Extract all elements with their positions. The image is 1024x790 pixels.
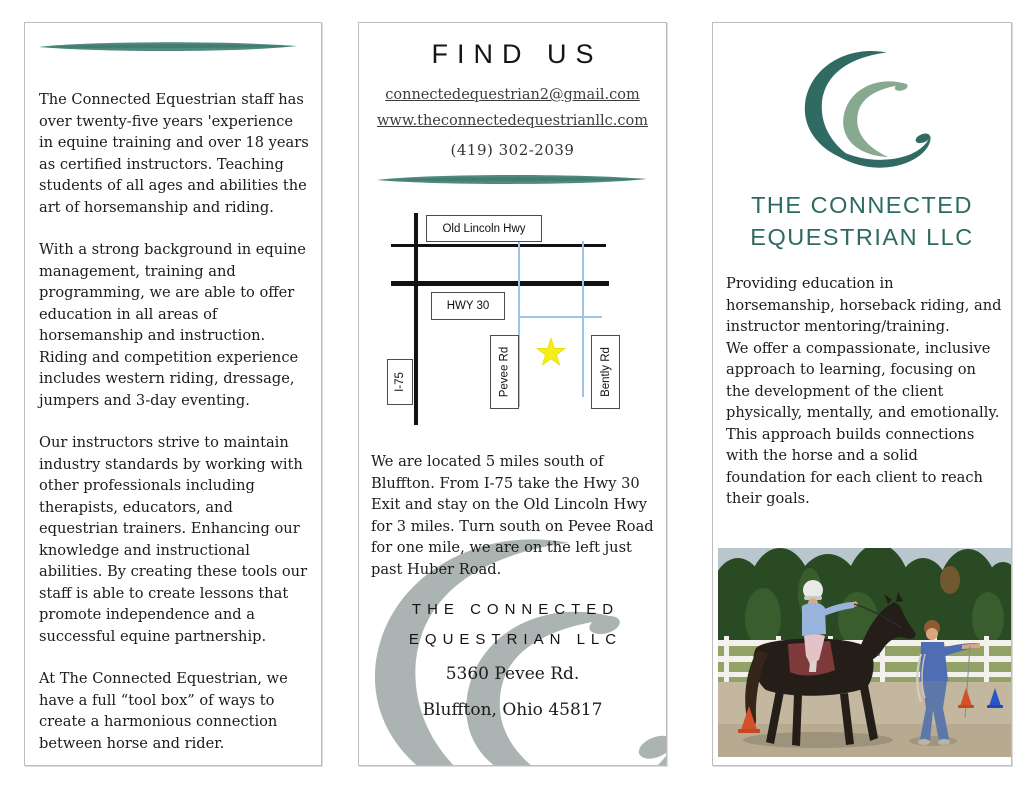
company-title (713, 189, 1011, 253)
company-title-line1: THE CONNECTED (751, 192, 973, 218)
map-label-text: Bently Rd (599, 347, 612, 397)
map-label-pevee-rd (490, 335, 519, 409)
find-us-title: FIND US (431, 39, 603, 69)
map-road-hwy30 (391, 281, 609, 286)
locator-map (379, 211, 645, 449)
map-label-text: HWY 30 (446, 300, 490, 312)
teal-brush-stroke (35, 39, 303, 54)
about-paragraph: With a strong background in equine management, training and programming, we are able to offer education in all areas of horsemanship and instruction. Riding and competition experience includes western riding, dressage, jumpers and 3-day eventing. (39, 241, 306, 409)
map-road-bently (582, 241, 584, 397)
map-label-text: Old Lincoln Hwy (442, 222, 526, 235)
mission-text (726, 273, 1002, 510)
location-star-icon (535, 337, 567, 369)
directions-text: We are located 5 miles south of Bluffton. From I-75 take the Hwy 30 Exit and stay on the Old Lincoln Hwy for 3 miles. Turn south on Pevee Road for one mile, we are on the left just past Huber Road. (371, 453, 654, 578)
map-road-huber (518, 316, 602, 318)
business-name-line1: THE CONNECTED (411, 601, 620, 618)
middle-footer (359, 601, 666, 720)
email-link[interactable]: connectedequestrian2@gmail.com (385, 87, 640, 103)
map-label-hwy30 (431, 292, 505, 320)
mission-sentence: This approach builds connections with the horse and a solid foundation for each client to reach their goals. (726, 425, 983, 507)
riding-lesson-photo (718, 548, 1011, 757)
about-paragraph: At The Connected Equestrian, we have a full “tool box” of ways to create a harmonious connection between horse and rider. (39, 670, 288, 752)
address-street: 5360 Pevee Rd. (445, 664, 580, 684)
map-label-text: I-75 (393, 372, 406, 392)
mission-sentence: Providing education in horsemanship, horseback riding, and instructor mentoring/training. (726, 275, 1002, 335)
map-label-i75 (387, 359, 413, 405)
mission-sentence: We offer a compassionate, inclusive approach to learning, focusing on the development of the client physically, mentally, and emotionally. (726, 339, 1000, 421)
brochure-panel-right (712, 22, 1012, 766)
about-paragraph: The Connected Equestrian staff has over twenty-five years 'experience in equine training and over 18 years as certified instructors. Teaching students of all ages and abilities the art of horsemanship and riding. (39, 91, 309, 216)
teal-brush-stroke (373, 171, 653, 187)
map-label-old-lincoln-hwy (426, 215, 542, 242)
map-label-bently-rd (591, 335, 620, 409)
phone-number: (419) 302-2039 (450, 141, 575, 159)
connected-equestrian-logo (793, 45, 933, 171)
map-label-text: Pevee Rd (498, 346, 511, 398)
map-road-old-lincoln-hwy (391, 244, 606, 247)
brochure-panel-left (24, 22, 322, 766)
business-name-line2: EQUESTRIAN LLC (408, 631, 623, 648)
company-title-line2: EQUESTRIAN LLC (750, 224, 974, 250)
address-city: Bluffton, Ohio 45817 (422, 700, 603, 720)
about-text (39, 89, 309, 766)
brochure-panel-middle (358, 22, 667, 766)
website-link[interactable]: www.theconnectedequestrianllc.com (377, 113, 648, 129)
about-paragraph: Our instructors strive to maintain industry standards by working with other professionals including therapists, educators, and equestrian trainers. Enhancing our knowledge and instructional abilities. By creating these tools our staff is able to create lessons that promote independence and a successful equine partnership. (39, 434, 308, 645)
